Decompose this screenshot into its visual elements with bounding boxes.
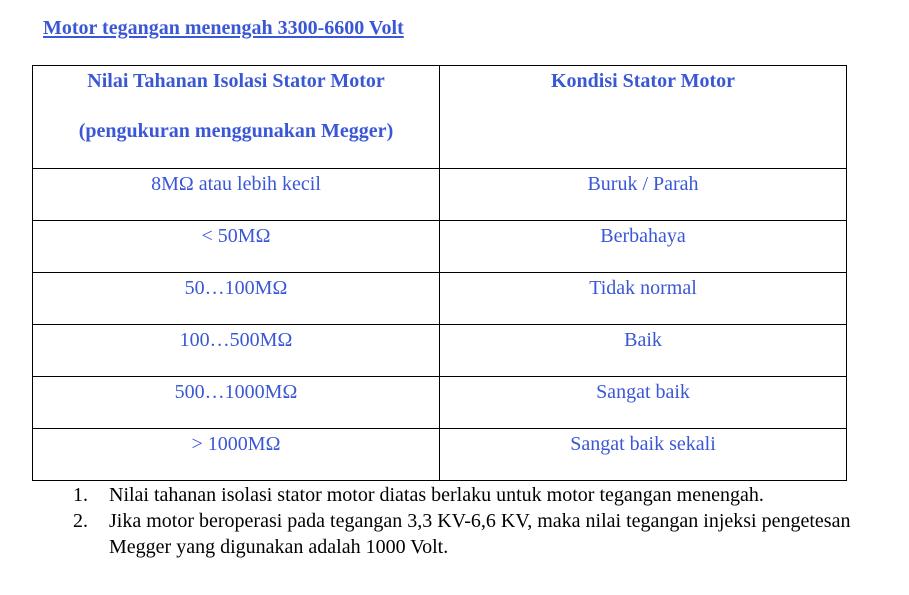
insulation-resistance-table xyxy=(32,65,847,481)
condition-value: Sangat baik sekali xyxy=(570,433,716,455)
table-row xyxy=(33,221,847,273)
note-text: Nilai tahanan isolasi stator motor diatas berlaku untuk motor tegangan menengah. xyxy=(109,484,764,506)
note-number: 2. xyxy=(73,510,88,532)
header-resistance-line1: Nilai Tahanan Isolasi Stator Motor xyxy=(87,70,385,92)
resistance-cell xyxy=(33,429,440,481)
note-number: 1. xyxy=(73,484,88,506)
condition-cell xyxy=(440,221,847,273)
resistance-value: 8MΩ atau lebih kecil xyxy=(151,173,321,195)
note-item xyxy=(73,482,853,508)
condition-cell xyxy=(440,169,847,221)
resistance-value: 50…100MΩ xyxy=(184,277,288,299)
document-title: Motor tegangan menengah 3300-6600 Volt xyxy=(43,17,404,39)
header-condition-line1: Kondisi Stator Motor xyxy=(550,70,736,92)
condition-cell xyxy=(440,325,847,377)
table-row xyxy=(33,169,847,221)
resistance-cell xyxy=(33,377,440,429)
table-row xyxy=(33,325,847,377)
resistance-cell xyxy=(33,325,440,377)
condition-cell xyxy=(440,273,847,325)
table-row xyxy=(33,429,847,481)
condition-value: Baik xyxy=(624,329,662,351)
resistance-value: < 50MΩ xyxy=(201,225,271,247)
condition-value: Sangat baik xyxy=(596,381,690,403)
resistance-value: 100…500MΩ xyxy=(179,329,293,351)
table-row xyxy=(33,377,847,429)
condition-value: Tidak normal xyxy=(589,277,697,299)
condition-cell xyxy=(440,429,847,481)
condition-value: Buruk / Parah xyxy=(587,173,699,195)
resistance-value: 500…1000MΩ xyxy=(174,381,298,403)
condition-value: Berbahaya xyxy=(600,225,686,247)
note-text: Jika motor beroperasi pada tegangan 3,3 KV-6,6 KV, maka nilai tegangan injeksi pengetesan Megger yang digunakan adalah 1000 Volt. xyxy=(109,510,851,558)
resistance-cell xyxy=(33,221,440,273)
header-stator-condition xyxy=(440,66,847,169)
table-row xyxy=(33,273,847,325)
resistance-value: > 1000MΩ xyxy=(191,433,281,455)
note-item xyxy=(73,508,853,560)
header-resistance-value xyxy=(33,66,440,169)
header-resistance-line2: (pengukuran menggunakan Megger) xyxy=(78,120,394,142)
resistance-cell xyxy=(33,273,440,325)
condition-cell xyxy=(440,377,847,429)
resistance-cell xyxy=(33,169,440,221)
notes-list xyxy=(73,482,853,560)
table-header-row xyxy=(33,66,847,169)
